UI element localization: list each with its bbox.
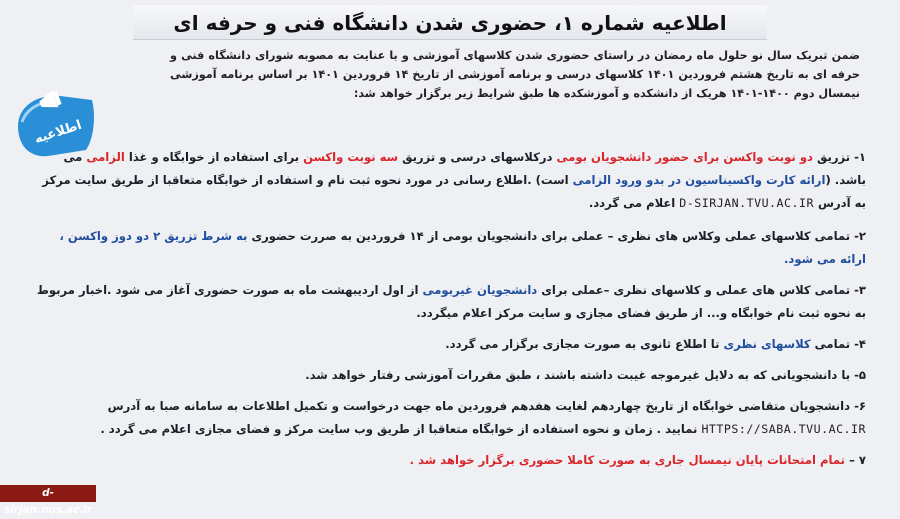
item-1-note: ارائه کارت واکسیناسیون در بدو ورود الزامی (572, 173, 826, 187)
list-item-2 (30, 225, 866, 271)
item-2-text: ۲- تمامی کلاسهای عملی وکلاس های نظری – عملی برای دانشجویان بومی از ۱۴ فروردین به صررت حضوری (247, 229, 866, 243)
item-7-text: ۷ – (845, 453, 866, 467)
item-2-highlight: به شرط تزریق ۲ دو دوز واکسن ، ارائه می شود. (59, 229, 866, 266)
item-6-text-a: ۶- دانشجویان متقاضی خوابگاه از تاریخ چهاردهم لغایت هفدهم فروردین ماه جهت درخواست و تکمیل اطلاعات به سامانه صبا به آدرس (107, 399, 866, 413)
list-item-3 (30, 279, 866, 325)
list-item-5 (30, 364, 866, 387)
item-1-highlight-b: سه نوبت واکسن (303, 150, 399, 164)
item-1-text-b: درکلاسهای درسی و تزریق (398, 150, 557, 164)
list-item-7 (30, 449, 866, 472)
title-bar (0, 0, 900, 44)
item-1-text-e: است) .اطلاع رسانی در مورد نحوه ثبت نام و استفاده از خوابگاه متعاقبا از طریق سایت مرکز به آدرس (42, 173, 866, 210)
item-1-highlight-c: الزامی (86, 150, 125, 164)
list-item-1 (30, 146, 866, 215)
site-badge[interactable]: d-sirjan.nus.ac.ir (0, 485, 96, 502)
item-1-text-f: اعلام می گردد. (588, 196, 680, 210)
item-5-text: ۵- با دانشجویانی که به دلایل غیرموجه غیبت داشته باشند ، طبق مقررات آموزشی رفتار خواهد شد. (305, 368, 866, 382)
item-4-text-a: ۴- تمامی (810, 337, 866, 351)
item-1-text-c: برای استفاده از خوابگاه و غذا (124, 150, 304, 164)
page-title: اطلاعیه شماره ۱، حضوری شدن دانشگاه فنی و حرفه ای (133, 5, 766, 40)
item-1-highlight-a: دو نوبت واکسن برای حضور دانشجویان بومی (556, 150, 813, 164)
logo-label: اطلاعیه (32, 117, 84, 148)
item-3-text-a: ۳- تمامی کلاس های عملی و کلاسهای نظری –عملی برای (537, 283, 866, 297)
announcement-list (30, 146, 866, 480)
list-item-6 (30, 395, 866, 441)
list-item-4 (30, 333, 866, 356)
item-3-text-b: از اول اردیبهشت ماه به صورت حضوری آغاز می شود .اخبار مربوط به نحوه ثبت نام خوابگاه و... از طریق فضای مجازی و سایت مرکز اعلام میگردد. (36, 283, 866, 320)
item-1-text-d: می باشد. ( (63, 150, 866, 187)
intro-paragraph: ضمن تبریک سال نو حلول ماه رمضان در راستای حضوری شدن کلاسهای آموزشی و با عنایت به مصوبه شورای دانشگاه فنی و حرفه ای به تاریخ هشتم فروردین ۱۴۰۱ کلاسهای درسی و برنامه آموزشی از تاریخ ۱۴ فروردین ۱۴۰۱ بر اساس برنامه آموزشی نیمسال دوم ۱۴۰۰-۱۴۰۱ هریک از دانشکده و آموزشکده ها طبق شرایط زیر برگزار خواهد شد: (170, 49, 860, 100)
item-4-highlight: کلاسهای نظری (723, 337, 811, 351)
item-6-text-b: نمایید . زمان و نحوه استفاده از خوابگاه متعاقبا از طریق وب سایت مرکز و فضای مجازی اعلام می گردد . (100, 422, 702, 436)
item-3-highlight: دانشجویان غیربومی (422, 283, 538, 297)
item-7-highlight: تمام امتحانات پایان نیمسال جاری به صورت کاملا حضوری برگزار خواهد شد . (409, 453, 846, 467)
item-1-text-a: ۱- تزریق (812, 150, 866, 164)
saba-url-link[interactable]: HTTPS://SABA.TVU.AC.IR (701, 422, 866, 436)
item-4-text-b: تا اطلاع ثانوی به صورت مجازی برگزار می گردد. (445, 337, 724, 351)
site-url-link[interactable]: D-SIRJAN.TVU.AC.IR (679, 196, 814, 210)
